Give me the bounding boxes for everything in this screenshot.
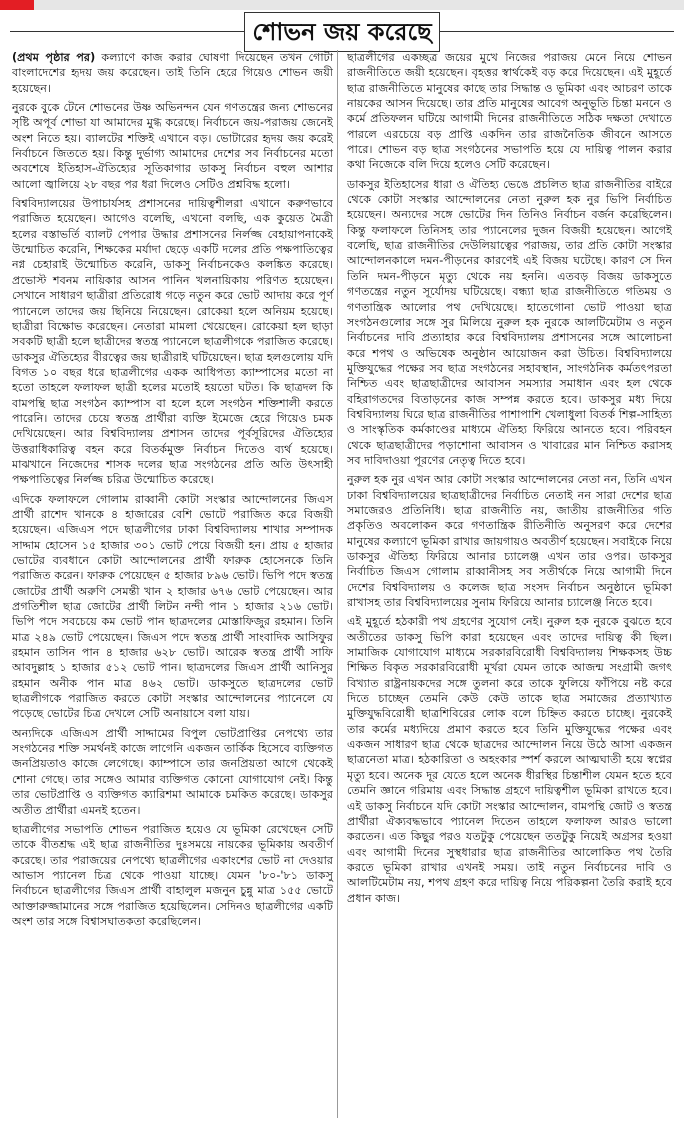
- paragraph: [12, 50, 333, 96]
- paragraph: [347, 50, 672, 173]
- right-column: [347, 50, 672, 1118]
- paragraph: [12, 100, 333, 192]
- paragraph-text: এদিকে ফলাফলে গোলাম রাব্বানী কোটা সংস্কার আন্দোলনের জিএস প্রার্থী রাশেদ খানকে ৪ হাজারের বেশি ভোটে পরাজিত করে বিজয়ী হয়েছেন। এজিএস পদে ছাত্রলীগের ঢাকা বিশ্ববিদ্যালয় শাখার সম্পাদক সাদ্দাম হোসেন ১৫ হাজার ৩০১ ভোট পেয়ে বিজয়ী হন। প্রায় ৫ হাজার ভোটের ব্যবধানে কোটা আন্দোলনের প্রার্থী ফারুক হোসেনকে তিনি পরাজিত করেন। ফারুক পেয়েছেন ৫ হাজার ৮৯৬ ভোট। ভিপি পদে স্বতন্ত্র জোটের প্রার্থী অরুণি সেমন্তী খান ২ হাজার ৬৭৬ ভোট পেয়েছেন। আর প্রগতিশীল ছাত্র জোটের প্রার্থী লিটন নন্দী পান ১ হাজার ২১৬ ভোট। ভিপি পদে সবচেয়ে কম ভোট পান ছাত্রদলের মোস্তাফিজুর রহমান। তিনি মাত্র ২৪৯ ভোট পেয়েছেন। জিএস পদে স্বতন্ত্র প্রার্থী সাংবাদিক আসিফুর রহমান তাসিন পান ৪ হাজার ৬২৮ ভোট। আরেক স্বতন্ত্র প্রার্থী সাফি আবদুল্লাহ ১ হাজার ৫১২ ভোট পান। ছাত্রদলের জিএস প্রার্থী আনিসুর রহমান অনীক পান মাত্র ৪৬২ ভোট। ডাকসুতে ছাত্রদলের ভোট ছাত্রলীগকে পরাজিত করতে কোটা সংস্কার আন্দোলনের প্যানেলে যে পড়েছে ভোটের চিত্র দেখলে সেটি অনায়াসে বলা যায়।: [12, 492, 333, 721]
- paragraph: [12, 726, 333, 818]
- continuation-label: (প্রথম পৃষ্ঠার পর): [12, 51, 96, 64]
- paragraph-text: বিশ্ববিদ্যালয়ের উপাচার্যসহ প্রশাসনের দায়িত্বশীলরা এখানে করুণভাবে পরাজিত হয়েছেন। আগেও বলেছি, এখনো বলছি, এক কুয়েত মৈত্রী হলের বস্তাভর্তি ব্যালট পেপার উদ্ধার প্রশাসনের নির্লজ্জ বেহায়াপনাকেই উন্মোচিত করেনি, শিক্ষকের মর্যাদা ছেড়ে একটি দলের প্রতি পক্ষপাতিত্বের নগ্ন চেহারাই উন্মোচিত করেনি, ডাকসু নির্বাচনকেও কলঙ্কিত করেছে। প্রভোস্ট শবনম নায়িকার আসন পানিন খলনায়িকায় পরিণত হয়েছেন। সেখানে সাধারণ ছাত্রীরা প্রতিরোধ গড়ে নতুন করে ভোট আদায় করে পূর্ণ প্যানেলে তাদের জয় ছিনিয়ে নিয়েছেন। রোকেয়া হলে অনিয়ম হয়েছে। ছাত্রীরা বিক্ষোভ করেছেন। নেতারা মামলা খেয়েছেন। রোকেয়া হল ছাড়া সবকটি ছাত্রী হলে ছাত্রীদের স্বতন্ত্র প্যানেলে ছাত্রলীগকে পরাজিত করেছে। ডাকসুর ঐতিহ্যের বীরত্বের জয় ছাত্রীরাই ঘটিয়েছেন। ছাত্র হলগুলোয় যদি বিগত ১০ বছর ধরে ছাত্রলীগের একক আধিপত্য ক্যাম্পাসের মতো না হতো তাহলে ফলাফল ছাত্রী হলের মতোই হয়তো ঘটত। কি ছাত্রদল কি বামপন্থি ছাত্র সংগঠন ক্যাম্পাস বা হলে হলে সংগঠন শক্তিশালী করতে পারেনি। তাদের চেয়ে স্বতন্ত্র প্রার্থীরা ব্যক্তি ইমেজে হেরে গিয়েও চমক দেখিয়েছেন। আর বিশ্ববিদ্যালয় প্রশাসন তাদের পূর্বসূরিদের ঐতিহ্যের উত্তরাধিকারিত্ব বহন করে বিতর্কমুক্ত নির্বাচন দিতেও ব্যর্থ হয়েছে। মাঝখানে নিজেদের শাসক দলের ছাত্র সংগঠনের প্রতি অতি উৎসাহী পক্ষপাতিত্বের নির্লজ্জ চরিত্র উন্মোচিত করেছে।: [12, 197, 333, 487]
- headline-rule-right: [440, 31, 674, 32]
- left-column: [12, 50, 338, 1118]
- paragraph: [347, 472, 672, 610]
- paragraph-text: এই মুহূর্তে হঠকারী পথ গ্রহণের সুযোগ নেই। নুরুল হক নুরকে বুঝতে হবে অতীতের ডাকসু ভিপি কারা হয়েছেন এবং তাদের দায়িত্ব কী ছিল। সামাজিক যোগাযোগ মাধ্যমে সরকারবিরোধী বিশ্ববিদ্যালয় শিক্ষকসহ উচ্চ শিক্ষিত বিকৃত সরকারবিরোধী মূর্খরা যেমন তাকে আজন্ম সংগ্রামী জগৎ বিখ্যাত রাষ্ট্রনায়কদের সঙ্গে তুলনা করে তাকে ফুলিয়ে ফাঁপিয়ে নষ্ট করে দিতে চাচ্ছেন তেমনি কেউ কেউ তাকে ছাত্র সমাজের প্রত্যাখ্যাত মুক্তিযুদ্ধবিরোধী ছাত্রশিবিরের লোক বলে চিহ্নিত করতে চাচ্ছে। নুরকেই তার কর্মের মধ্যদিয়ে প্রমাণ করতে হবে তিনি মুক্তিযুদ্ধের পক্ষের এবং একজন সাধারণ ছাত্র থেকে ছাত্রদের আন্দোলন নিয়ে উঠে আসা একজন ছাত্রনেতা মাত্র। হঠকারিতা ও অহংকার স্পর্শ করলে আত্মঘাতী হয়ে স্বপ্নের মৃত্যু হবে। অনেক দূর যেতে হলে অনেক ধীরস্থির চিন্তাশীল যেমন হতে হবে তেমনি জ্ঞানে গরিমায় এবং সিদ্ধান্ত গ্রহণে দায়িত্বশীল ভূমিকা রাখতে হবে। এই ডাকসু নির্বাচনে যদি কোটা সংস্কার আন্দোলন, বামপন্থি জোট ও স্বতন্ত্র প্রার্থীরা ঐক্যবদ্ধভাবে প্যানেল দিতেন তাহলে ফলাফল আরও ভালো করতেন। এত কিছুর পরও যতটুকু পেয়েছেন ততটুকু নিয়েই অগ্রসর হওয়া এবং আগামী দিনের সুস্থধারার ছাত্র রাজনীতির আলোকিত পথ তৈরি করতে ভূমিকা রাখার এখনই সময়। তাই নতুন নির্বাচনের দাবি ও আলটিমেটাম নয়, শপথ গ্রহণ করে দায়িত্ব নিয়ে পরিকল্পনা তৈরি করাই হবে প্রধান কাজ।: [347, 615, 672, 905]
- paragraph: [12, 196, 333, 488]
- headline-area: [0, 12, 684, 52]
- paragraph-text: ছাত্রলীগের একচ্ছত্র জয়ের মুখে নিজের পরাজয় মেনে নিয়ে শোভন রাজনীতিতে জয়ী হয়েছেন। বৃহত্তর স্বার্থকেই বড় করে দিয়েছেন। এই মুহূর্তে ছাত্র রাজনীতিতে মানুষের কাছে তার সিদ্ধান্ত ও ভূমিকা এবং আচরণ তাকে নায়কের আসন দিয়েছে। তার প্রতি মানুষের আবেগ অনুভূতি চিন্তা মননে ও কর্মে প্রতিফলন ঘটিয়ে আগামী দিনের রাজনীতিতে সঠিক দক্ষতা দেখাতে পারলে এরচেয়ে বড় প্রাপ্তি একদিন তার রাজনৈতিক জীবনে আসতে পারে। শোভন বড় ছাত্র সংগঠনের সভাপতি হয়ে যে দায়িত্ব পালন করার কথা নিজেকে বলি দিয়ে হলেও সেটি করেছেন।: [347, 51, 672, 172]
- paragraph: [12, 492, 333, 722]
- article-columns: [12, 50, 672, 1118]
- paragraph: [347, 614, 672, 906]
- headline: শোভন জয় করেছে: [244, 12, 440, 52]
- paragraph: [347, 177, 672, 469]
- paragraph-text: ডাকসুর ইতিহাসের ধারা ও ঐতিহ্য ভেঙে প্রচলিত ছাত্র রাজনীতির বাইরে থেকে কোটা সংস্কার আন্দোলনের নেতা নুরুল হক নুর ভিপি নির্বাচিত হয়েছেন। অন্যদের সঙ্গে ভোটের দিন তিনিও নির্বাচন বর্জন করেছিলেন। কিন্তু ফলাফলে তিনিসহ তার প্যানেলের দুজন বিজয়ী হয়েছেন। আগেই বলেছি, ছাত্র রাজনীতির দেউলিয়াত্বের পরাজয়, তার প্রতি কোটা সংস্কার আন্দোলনকালে দমন-পীড়নের কারণেই এই বিজয় ঘটেছে। কারণ সে দিন তিনি দমন-পীড়নে মৃত্যু থেকে নয় হননি। এতবড় বিজয় ডাকসুতে গণতন্ত্রের নতুন সূর্যোদয় ঘটিয়েছে। বন্ধ্যা ছাত্র রাজনীতিতে গতিময় ও গণতান্ত্রিক আলোর পথ দেখিয়েছে। হাতেগোনা ভোট পাওয়া ছাত্র সংগঠনগুলোর সঙ্গে সুর মিলিয়ে নুরুল হক নুরকে আলটিমেটাম ও নতুন নির্বাচনের দাবি প্রত্যাহার করে বিশ্ববিদ্যালয় প্রশাসনের সঙ্গে আলোচনা করে শপথ ও অভিষেক অনুষ্ঠান আয়োজন করা উচিত। বিশ্ববিদ্যালয়ে মুক্তিযুদ্ধের পক্ষের সব ছাত্র সংগঠনের সহাবস্থান, সাংগঠনিক কর্মতৎপরতা নিশ্চিত এবং ছাত্রছাত্রীদের আবাসন সমস্যার সমাধান এবং হল থেকে বহিরাগতদের বিতাড়নের কাজ সম্পন্ন করতে হবে। ডাকসুর মধ্য দিয়ে বিশ্ববিদ্যালয় ঘিরে ছাত্র রাজনীতির পাশাপাশি খেলাধুলা বিতর্ক শিল্প-সাহিত্য ও সাংস্কৃতিক কর্মকাণ্ডের মাধ্যমে ঐতিহ্য ফিরিয়ে আনতে হবে। পরিবহন থেকে ছাত্রছাত্রীদের পড়াশোনা আবাসন ও খাবারের মান নিশ্চিত করাসহ সব দাবিদাওয়া পূরণের নেতৃত্ব দিতে হবে।: [347, 177, 672, 467]
- paragraph-text: নুরকে বুকে টেনে শোভনের উষ্ণ অভিনন্দন যেন গণতন্ত্রের জন্য শোভনের সৃষ্টি অপূর্ব শোভা যা আমাদের মুগ্ধ করেছে। নির্বাচনে জয়-পরাজয় জেনেই অংশ নিতে হয়। ব্যালটের শক্তিই এখানে বড়। ভোটারের হৃদয় জয় করেই নির্বাচনে জিততে হয়। কিন্তু দুর্ভাগ্য আমাদের দেশের সব নির্বাচনের মতো অবশেষে ইতিহাস-ঐতিহ্যের সূতিকাগার ডাকসু নির্বাচন বহুল আশার আলো জ্বালিয়ে ২৮ বছর পর ধরা দিলেও সেটিও প্রশ্নবিদ্ধ হলো।: [12, 101, 333, 191]
- headline-rule-left: [10, 31, 244, 32]
- top-bar: [0, 0, 684, 10]
- red-corner-mark: [0, 0, 34, 10]
- paragraph-text: অন্যদিকে এজিএস প্রার্থী সাদ্দামের বিপুল ভোটপ্রাপ্তির নেপথ্যে তার সংগঠনের শক্তি সমর্থনই কাজে লাগেনি একজন তার্কিক হিসেবে ব্যক্তিগত জনপ্রিয়তাও কাজে লেগেছে। ক্যাম্পাসে তার জনপ্রিয়তা আগে থেকেই শোনা গেছে। তার সঙ্গেও আমার ব্যক্তিগত কোনো যোগাযোগ নেই। কিন্তু তার ভোটপ্রাপ্তি ও ব্যক্তিগত ক্যারিশমা আমাকে চমকিত করেছে। ডাকসুর অতীত প্রার্থীরা এমনই হতেন।: [12, 726, 333, 817]
- paragraph-text: ছাত্রলীগের সভাপতি শোভন পরাজিত হয়েও যে ভূমিকা রেখেছেন সেটি তাকে বীতশ্রদ্ধ এই ছাত্র রাজনীতির দুঃসময়ে নায়কের ভূমিকায় অবতীর্ণ করেছে। তার পরাজয়ের নেপথ্যে ছাত্রলীগের একাংশের ভোট না দেওয়ার আভাস প্যানেল চিত্র থেকে পাওয়া যাচ্ছে। যেমন '৮০-'৮১ ডাকসু নির্বাচনে ছাত্রলীগের জিএস প্রার্থী বাহালুল মজনুন চুন্নু মাত্র ১৫৫ ভোটে আক্তারুজ্জামানের সঙ্গে পরাজিত হয়েছিলেন। সেদিনও ছাত্রলীগের একটি অংশ তার সঙ্গে বিশ্বাসঘাতকতা করেছিলেন।: [12, 822, 333, 928]
- paragraph-text: নুরুল হক নুর এখন আর কোটা সংস্কার আন্দোলনের নেতা নন, তিনি এখন ঢাকা বিশ্ববিদ্যালয়ের ছাত্রছাত্রীদের নির্বাচিত নেতাই নন সারা দেশের ছাত্র সমাজেরও প্রতিনিধি। ছাত্র রাজনীতি নয়, জাতীয় রাজনীতির গতি প্রকৃতিও অবলোকন করে গণতান্ত্রিক রীতিনীতি অনুসরণ করে দেশের মানুষের কল্যাণে ভূমিকা রাখার জায়গায়ও অবতীর্ণ হয়েছেন। সবাইকে নিয়ে ডাকসুর ঐতিহ্য ফিরিয়ে আনার চ্যালেঞ্জ এখন তার ওপর। ডাকসুর নির্বাচিত জিএস গোলাম রাব্বানীসহ সব সতীর্থকে নিয়ে আগামী দিনে দেশের বিশ্ববিদ্যালয় ও কলেজ ছাত্র সংসদ নির্বাচন অনুষ্ঠানে ভূমিকা রাখাসহ তার বিশ্ববিদ্যালয়ের সুনাম ফিরিয়ে আনার চ্যালেঞ্জ নিতে হবে।: [347, 473, 672, 610]
- paragraph-text: কল্যাণে কাজ করার ঘোষণা দিয়েছেন তখন গোটা বাংলাদেশের হৃদয় জয় করেছেন। তাই তিনি হেরে গিয়েও শোভন জয়ী হয়েছেন।: [12, 51, 333, 95]
- paragraph: [12, 822, 333, 929]
